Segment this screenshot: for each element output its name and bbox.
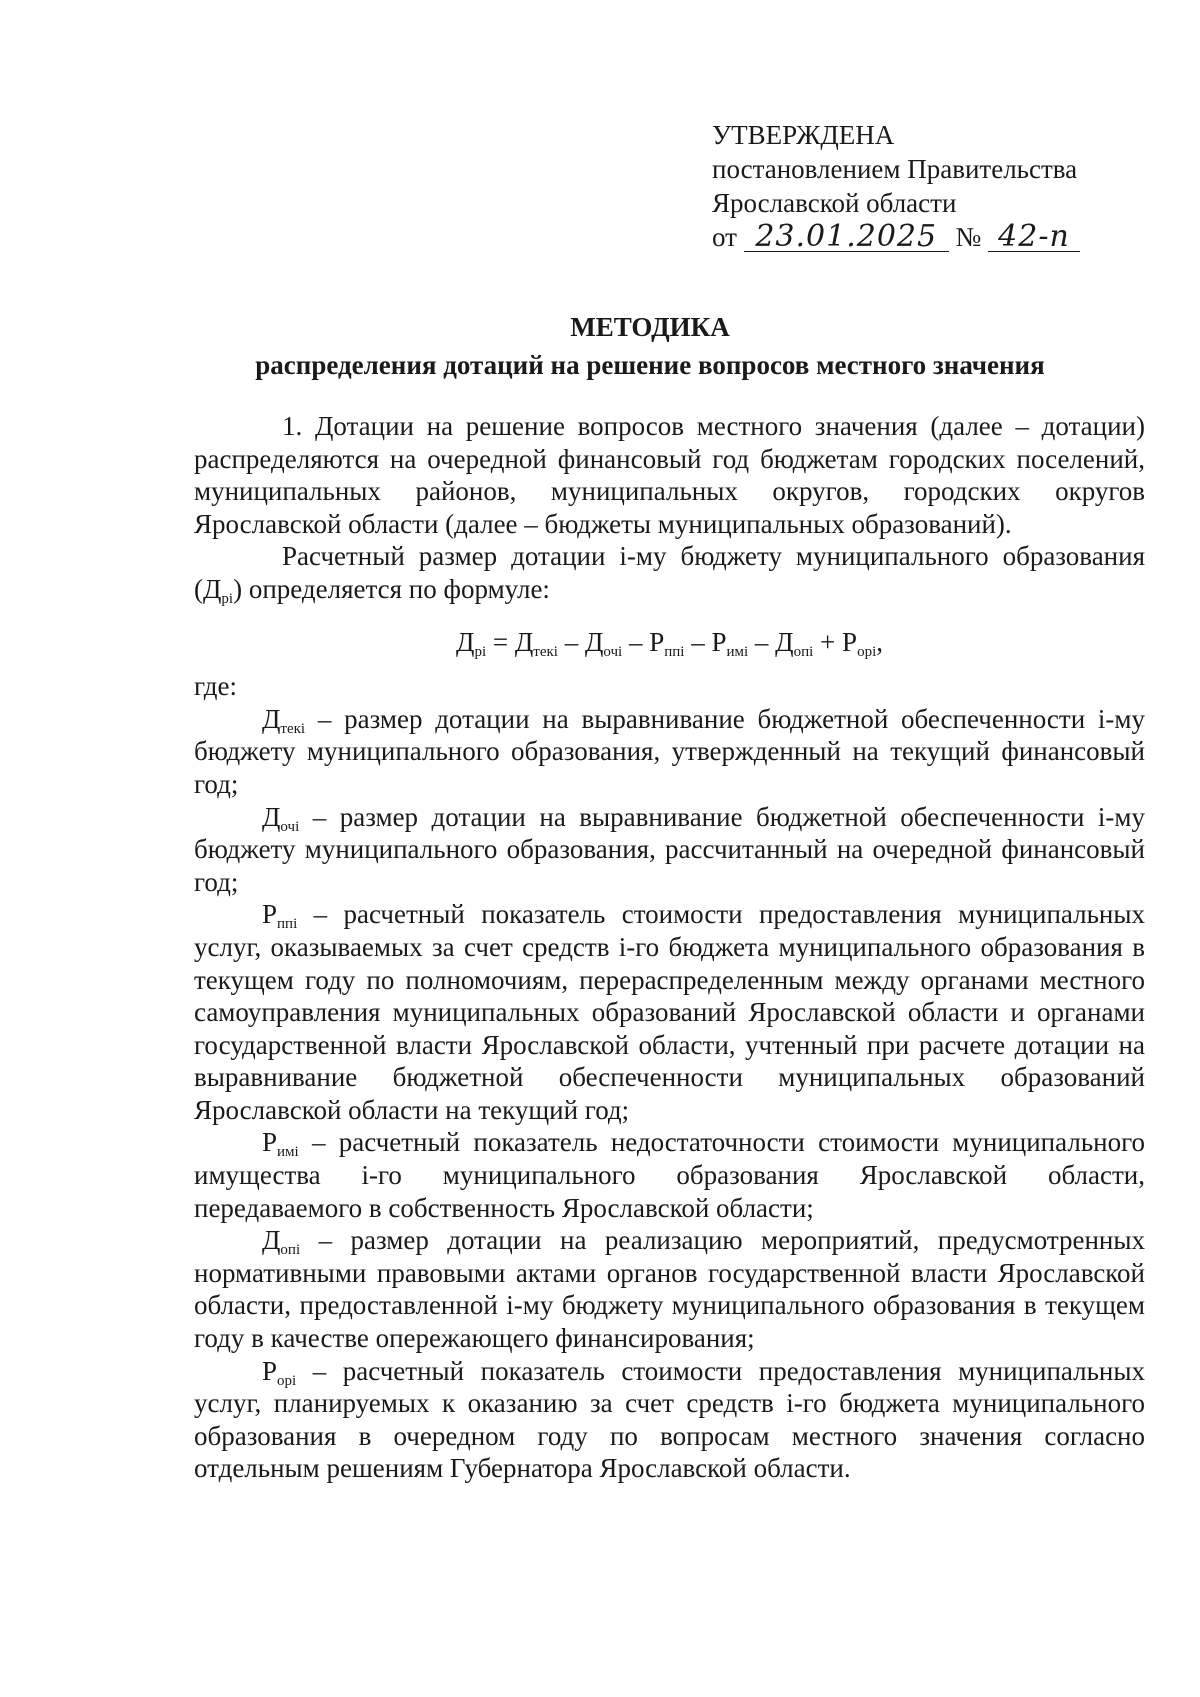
approval-line-2: Ярославской области [712,188,957,218]
formula-minus: – [557,626,585,657]
approval-heading: УТВЕРЖДЕНА [712,120,895,150]
definition-text: – размер дотации на выравнивание бюджетной обеспеченности i-му бюджету муниципального образования, утвержденный на текущий финансовый год; [194,703,1145,799]
definition-symbol: Р [262,899,278,930]
definition-subscript: опi [280,1242,301,1259]
definition-subscript: ппi [277,916,298,933]
document-body [194,410,1145,1485]
definition-1 [194,703,1145,801]
formula-term-6-sub: орi [857,643,877,660]
formula-minus: – [622,626,650,657]
formula-term-2: Д [584,626,604,657]
formula-term-2-sub: очi [603,643,623,660]
formula-term-1-sub: текi [533,643,558,660]
formula-term-5-sub: опi [793,643,814,660]
paragraph-2-tail: ) определяется по формуле: [233,573,550,604]
formula-lhs: Д [456,626,475,657]
formula-term-3-sub: ппi [664,643,685,660]
from-label: от [712,222,737,252]
definition-text: – расчетный показатель стоимости предоставления муниципальных услуг, планируемых к оказанию за счет средств i-го бюджета муниципального образования в очередном году по вопросам местного значения согласно отдельным решениям Губернатора Ярославской области. [194,1355,1145,1484]
formula-minus: – [684,626,712,657]
number-label: № [955,222,982,252]
definition-3 [194,898,1145,1126]
definition-symbol: Д [262,1225,281,1256]
approval-block [712,118,1080,254]
formula-plus: + [813,626,843,657]
definition-4 [194,1126,1145,1224]
document-title: МЕТОДИКА [570,312,730,342]
definition-symbol: Р [262,1127,278,1158]
paragraph-2-subscript: рi [221,590,234,607]
formula-eq: = [486,626,515,657]
paragraph-1: 1. Дотации на решение вопросов местного значения (далее – дотации) распределяются на очередной финансовый год бюджетам городских поселений, муниципальных районов, муниципальных округов, городских округов Ярославской области (далее – бюджеты муниципальных образований). [194,411,1145,539]
approval-date-line [712,220,1080,254]
definition-text: – размер дотации на реализацию мероприятий, предусмотренных нормативными правовыми актами органов государственной власти Ярославской области, предоставленной i-му бюджету муниципального образования в текущем году в качестве опережающего финансирования; [194,1225,1145,1354]
where-label: где: [194,671,237,702]
definition-text: – расчетный показатель стоимости предоставления муниципальных услуг, оказываемых за счет средств i-го бюджета муниципального образования в текущем году по полномочиям, перераспределенным между органами местного самоуправления муниципальных образований Ярославской области и органами государственной власти Ярославской области, учтенный при расчете дотации на выравнивание бюджетной обеспеченности муниципальных образований Ярославской области на текущий год; [194,899,1145,1125]
formula-term-4-sub: имi [726,643,749,660]
definition-6 [194,1355,1145,1485]
definition-symbol: Д [262,801,281,832]
definition-subscript: текi [280,720,306,737]
definition-text: – размер дотации на выравнивание бюджетной обеспеченности i-му бюджету муниципального образования, рассчитанный на очередной финансовый год; [194,801,1145,897]
approval-line-1: постановлением Правительства [712,154,1078,184]
formula-term-3: Р [649,626,665,657]
definition-subscript: орi [277,1372,297,1389]
paragraph-2-text: Расчетный размер дотации i-му бюджету муниципального образования (Д [194,541,1145,604]
formula-term-5: Д [775,626,794,657]
definition-subscript: очi [280,818,300,835]
formula [194,626,1145,659]
definition-symbol: Д [262,703,281,734]
document-subtitle: распределения дотаций на решение вопросов местного значения [255,350,1045,380]
definition-text: – расчетный показатель недостаточности стоимости муниципального имущества i-го муниципального образования Ярославской области, передаваемого в собственность Ярославской области; [194,1127,1145,1223]
definition-2 [194,801,1145,899]
formula-end: , [876,626,883,657]
handwritten-number: 42-п [988,223,1080,252]
handwritten-date: 23.01.2025 [744,223,949,252]
formula-term-4: Р [711,626,727,657]
definition-subscript: имi [277,1144,299,1161]
formula-lhs-sub: рi [474,643,487,660]
paragraph-2 [194,540,1145,605]
formula-term-6: Р [842,626,858,657]
definition-symbol: Р [262,1355,278,1386]
definition-5 [194,1224,1145,1354]
formula-minus: – [748,626,776,657]
formula-term-1: Д [514,626,534,657]
